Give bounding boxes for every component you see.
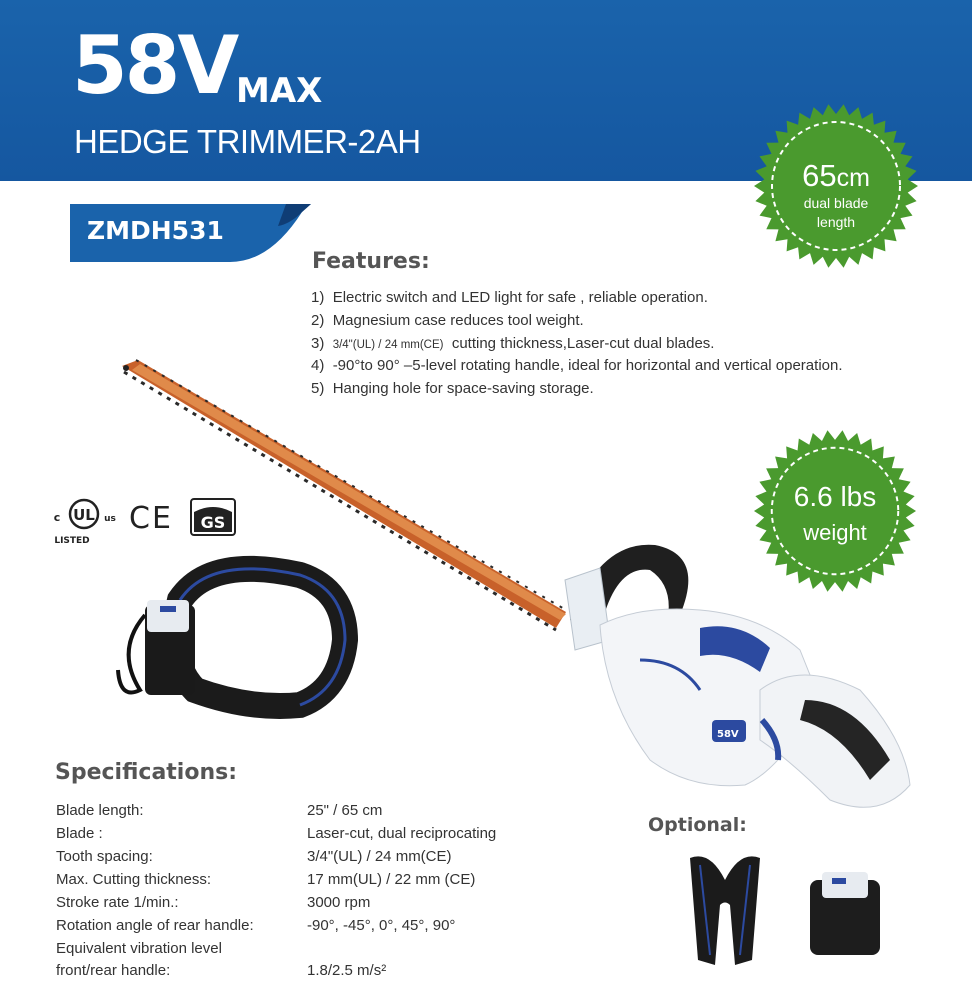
blade-length-badge	[752, 102, 920, 270]
badge-blade-line2: length	[816, 214, 856, 230]
shoulder-harness	[690, 856, 760, 965]
spec-row	[0, 848, 600, 871]
spec-row	[0, 962, 600, 985]
body-voltage-label: 58V	[717, 729, 739, 740]
model-number: ZMDH531	[87, 216, 224, 245]
spec-value: 1.8/2.5 m/s²	[307, 962, 387, 979]
spec-value: Laser-cut, dual reciprocating	[307, 825, 497, 842]
spec-label: Equivalent vibration level	[56, 940, 222, 957]
badge-blade-line1: dual blade	[803, 195, 869, 211]
spec-value: -90°, -45°, 0°, 45°, 90°	[307, 917, 456, 934]
weight-badge	[752, 428, 918, 594]
ce-icon	[126, 500, 180, 534]
title-max: MAX	[236, 71, 323, 111]
spec-label: Rotation angle of rear handle:	[56, 917, 254, 934]
spec-label: Blade :	[56, 825, 103, 842]
ul-listed-icon	[48, 497, 120, 547]
specifications-heading: Specifications:	[55, 760, 238, 785]
spec-label: Tooth spacing:	[56, 848, 153, 865]
feature-text: -90°to 90° –5-level rotating handle, ideal for horizontal and vertical operation.	[332, 357, 843, 375]
spec-row	[0, 871, 600, 894]
rear-handle	[760, 675, 910, 807]
ce-text: CE	[129, 501, 173, 534]
ce-mark	[126, 500, 180, 534]
feature-thickness-spec: 3/4"(UL) / 24 mm(CE)	[332, 338, 444, 351]
spec-label: Max. Cutting thickness:	[56, 871, 212, 888]
ul-us-text: us	[104, 514, 116, 524]
spec-row	[0, 917, 600, 940]
gs-icon	[190, 498, 236, 536]
gs-text: GS	[200, 513, 226, 532]
feature-text: Hanging hole for space-saving storage.	[332, 380, 594, 398]
spec-row	[0, 894, 600, 917]
optional-heading: Optional:	[648, 814, 747, 836]
feature-text: Magnesium case reduces tool weight.	[332, 311, 584, 329]
title-voltage: 58V	[72, 19, 237, 112]
spec-label: Blade length:	[56, 802, 144, 819]
spec-label: front/rear handle:	[56, 962, 171, 979]
feature-number: 5)	[311, 380, 325, 398]
feature-number: 2)	[311, 311, 325, 329]
feature-number: 3)	[311, 334, 325, 352]
spec-row	[0, 940, 600, 963]
ul-mark-text: UL	[73, 506, 95, 524]
spec-label: Stroke rate 1/min.:	[56, 894, 179, 911]
battery-bag	[810, 872, 880, 955]
product-subtitle: HEDGE TRIMMER-2AH	[74, 123, 421, 160]
spec-value: 3000 rpm	[307, 894, 371, 911]
battery-belt	[118, 569, 345, 706]
spec-row	[0, 802, 600, 825]
badge-weight-value: 6.6 lbs	[793, 481, 877, 512]
spec-row	[0, 825, 600, 848]
ul-listed-text: LISTED	[54, 536, 90, 546]
gs-mark	[190, 498, 236, 536]
feature-text: Electric switch and LED light for safe , reliable operation.	[332, 289, 708, 306]
badge-blade-unit: cm	[836, 164, 870, 192]
badge-weight-label: weight	[803, 520, 867, 545]
spec-value: 3/4"(UL) / 24 mm(CE)	[307, 848, 452, 865]
feature-text: cutting thickness,Laser-cut dual blades.	[451, 334, 715, 352]
features-heading: Features:	[312, 249, 430, 274]
spec-value: 17 mm(UL) / 22 mm (CE)	[307, 871, 476, 888]
ul-listed-mark	[48, 497, 120, 547]
feature-number: 1)	[311, 289, 325, 306]
feature-number: 4)	[311, 357, 325, 375]
badge-blade-value: 65	[802, 158, 837, 193]
spec-value: 25" / 65 cm	[307, 802, 383, 819]
ul-c-text: c	[53, 511, 61, 524]
